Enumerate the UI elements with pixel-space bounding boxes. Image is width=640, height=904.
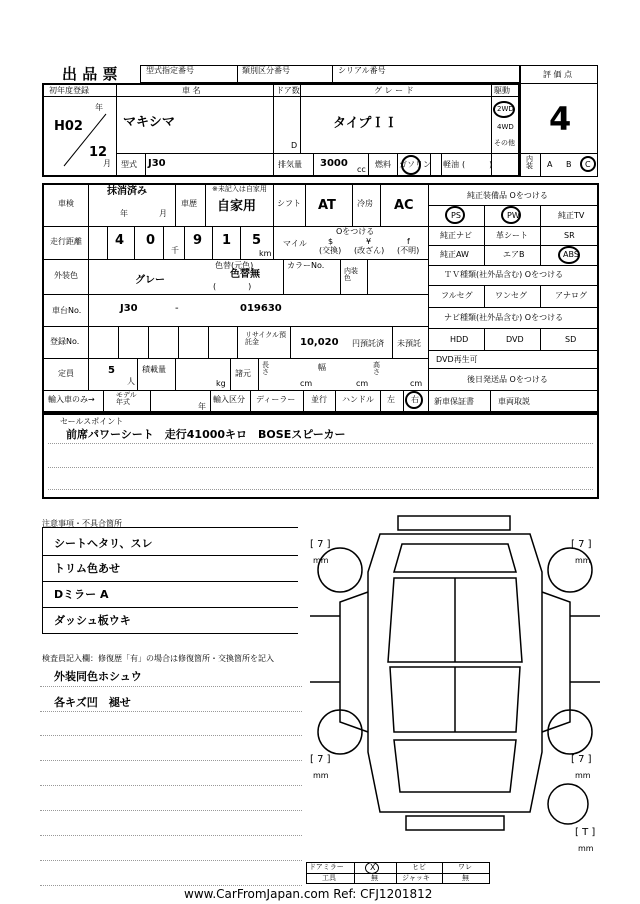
note-item: トリム色あせ xyxy=(54,562,120,575)
note-item: Dミラー A xyxy=(54,588,109,601)
form-title: 出 品 票 xyxy=(62,65,118,83)
displacement-value: 3000 xyxy=(320,158,348,169)
tire-depth-rr: [ 7 ] xyxy=(571,754,592,765)
model-value: J30 xyxy=(148,158,166,169)
model-label: 型式 xyxy=(121,160,137,169)
drive-2wd-circle xyxy=(493,101,515,118)
first-reg-year: H02 xyxy=(54,119,83,134)
model-cert-label: 型式指定番号 xyxy=(146,66,194,75)
shift-value: AT xyxy=(318,198,336,213)
serial-label: シリアル番号 xyxy=(338,66,386,75)
mileage-digit: 1 xyxy=(222,233,232,248)
abs-circle xyxy=(558,246,580,264)
tire-depth-rl: [ 7 ] xyxy=(310,754,331,765)
history-value: 自家用 xyxy=(217,199,257,214)
car-name: マキシマ xyxy=(123,115,175,130)
inspector-item: 各キズ凹 褪せ xyxy=(54,696,131,709)
note-item: ダッシュ板ウキ xyxy=(54,614,131,627)
interior-c-circle xyxy=(580,156,596,172)
car-diagram xyxy=(310,512,600,857)
doors-label: ドア数 xyxy=(276,86,300,95)
score-value: 4 xyxy=(549,100,572,138)
capacity-value: 5 xyxy=(108,365,115,376)
mirror-mark-circle xyxy=(365,862,379,874)
tire-depth-fr: [ 7 ] xyxy=(571,539,592,550)
header-fields xyxy=(140,65,520,83)
mileage-digit: 0 xyxy=(146,233,156,248)
inspection-value: 抹消済み xyxy=(107,186,147,197)
color-value: グレー xyxy=(135,275,165,286)
score-label: 評 価 点 xyxy=(543,70,573,79)
chassis-prefix: J30 xyxy=(120,303,138,314)
grade-label: グ レ ー ド xyxy=(374,86,414,95)
pw-circle xyxy=(501,206,521,224)
tire-depth-spare: [ T ] xyxy=(575,827,596,838)
ac-value: AC xyxy=(394,198,414,213)
sales-point-box xyxy=(42,413,599,499)
footer-watermark: www.CarFromJapan.com Ref: CFJ1201812 xyxy=(184,887,433,901)
mileage-digit: 9 xyxy=(193,233,203,248)
first-reg-month: 12 xyxy=(89,145,108,160)
handle-right-circle xyxy=(405,391,423,409)
inspector-item: 外装同色ホシュウ xyxy=(54,670,142,683)
drive-label: 駆動 xyxy=(494,86,510,95)
mileage-digit: 5 xyxy=(252,233,262,248)
inspector-label: 検査員記入欄：修復歴「有」の場合は修復箇所・交換箇所を記入 xyxy=(42,654,274,663)
class-label: 類別区分番号 xyxy=(242,66,290,75)
fuel-gas-circle xyxy=(401,155,421,175)
ps-circle xyxy=(445,206,465,224)
recycle-value: 10,020 xyxy=(300,337,339,348)
date-slash xyxy=(60,110,110,170)
first-reg-label: 初年度登録 xyxy=(49,86,89,95)
tire-depth-fl: [ 7 ] xyxy=(310,539,331,550)
grade-value: タイプＩＩ xyxy=(333,116,398,131)
chassis-number: 019630 xyxy=(240,303,282,314)
car-name-label: 車 名 xyxy=(182,86,201,95)
mileage-digit: 4 xyxy=(115,233,125,248)
note-item: シートヘタリ、スレ xyxy=(54,537,153,550)
repaint-value: 色替無 xyxy=(230,269,260,280)
sales-point-text: 前席パワーシート 走行41000キロ BOSEスピーカー xyxy=(66,428,346,441)
